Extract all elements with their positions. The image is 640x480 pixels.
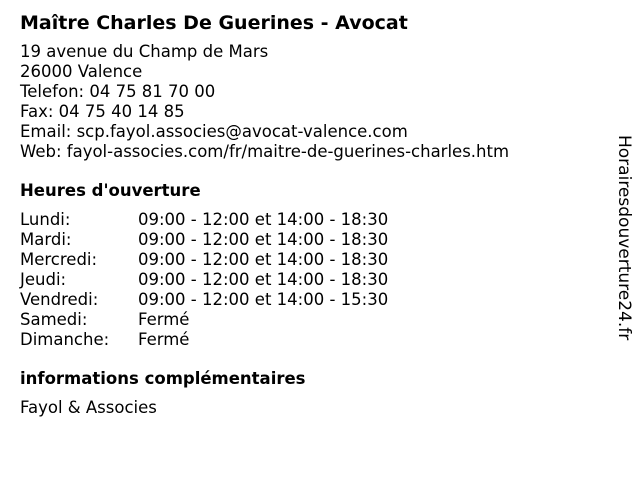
hours-row-tuesday (20, 230, 600, 250)
hours-day: Mardi: (20, 230, 72, 249)
hours-time: Fermé (138, 310, 190, 329)
hours-row-friday (20, 290, 600, 310)
hours-time: 09:00 - 12:00 et 14:00 - 15:30 (138, 290, 389, 309)
hours-day: Jeudi: (20, 270, 67, 289)
hours-row-saturday (20, 310, 600, 330)
business-title: Maître Charles De Guerines - Avocat (20, 12, 408, 34)
hours-time: 09:00 - 12:00 et 14:00 - 18:30 (138, 270, 389, 289)
additional-info-text: Fayol & Associes (20, 398, 157, 417)
site-watermark: Horairesdouverture24.fr (614, 135, 634, 341)
hours-day: Lundi: (20, 210, 71, 229)
hours-day: Vendredi: (20, 290, 99, 309)
contact-block (20, 42, 600, 162)
hours-day: Dimanche: (20, 330, 110, 349)
address-line-2: 26000 Valence (20, 62, 143, 81)
hours-row-thursday (20, 270, 600, 290)
hours-day: Mercredi: (20, 250, 98, 269)
hours-day: Samedi: (20, 310, 88, 329)
hours-row-sunday (20, 330, 600, 350)
phone-line: Telefon: 04 75 81 70 00 (20, 82, 216, 101)
business-card (20, 10, 600, 418)
additional-info-heading: informations complémentaires (20, 369, 306, 388)
opening-hours-heading: Heures d'ouverture (20, 181, 201, 200)
web-line: Web: fayol-associes.com/fr/maitre-de-guerines-charles.htm (20, 142, 510, 161)
hours-time: 09:00 - 12:00 et 14:00 - 18:30 (138, 210, 389, 229)
hours-time: Fermé (138, 330, 190, 349)
address-line-1: 19 avenue du Champ de Mars (20, 42, 269, 61)
fax-line: Fax: 04 75 40 14 85 (20, 102, 185, 121)
hours-row-monday (20, 210, 600, 230)
hours-row-wednesday (20, 250, 600, 270)
hours-time: 09:00 - 12:00 et 14:00 - 18:30 (138, 250, 389, 269)
hours-time: 09:00 - 12:00 et 14:00 - 18:30 (138, 230, 389, 249)
opening-hours-list (20, 210, 600, 350)
email-line: Email: scp.fayol.associes@avocat-valence.com (20, 122, 408, 141)
